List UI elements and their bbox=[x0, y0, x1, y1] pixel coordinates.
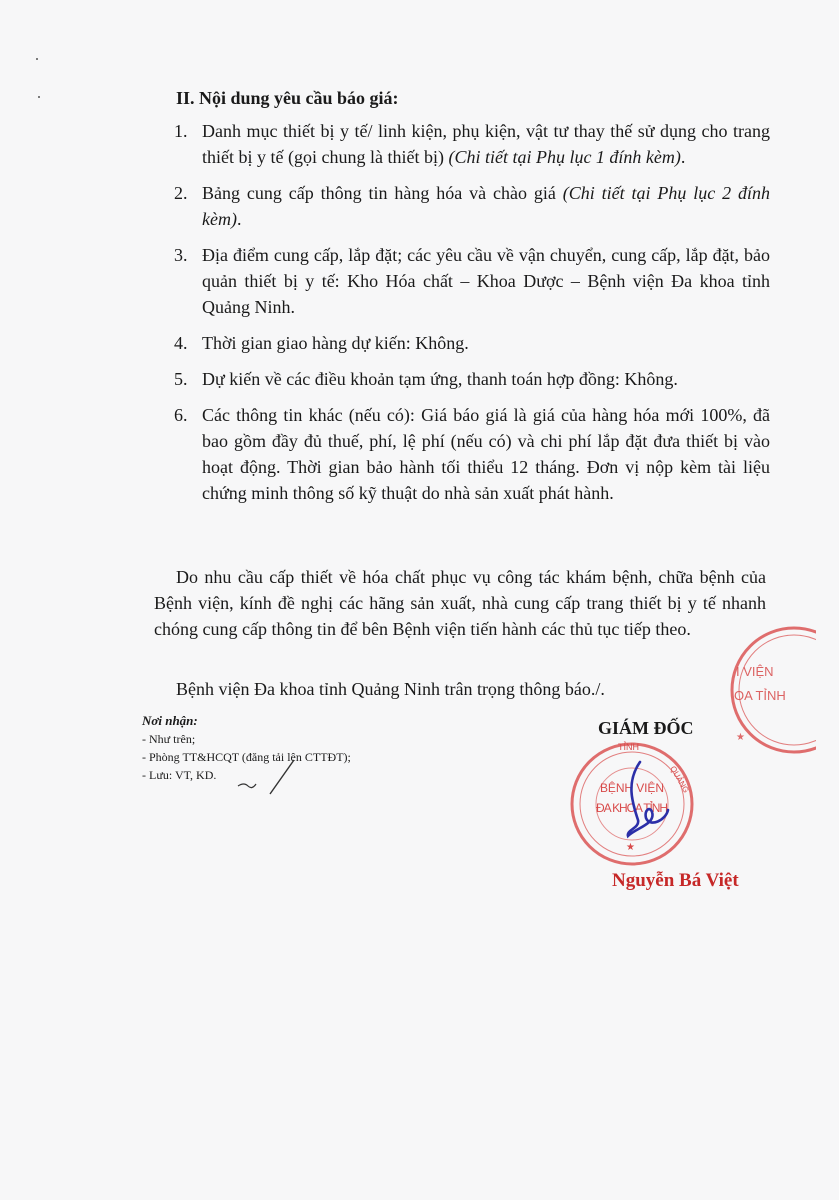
list-item bbox=[174, 330, 770, 356]
partial-stamp bbox=[716, 618, 816, 758]
item-text-end: . bbox=[680, 147, 686, 167]
item-text: Dự kiến về các điều khoản tạm ứng, thanh toán hợp đồng: Không. bbox=[202, 369, 678, 389]
item-number: 5. bbox=[174, 369, 188, 389]
initial-mark bbox=[234, 756, 304, 796]
item-number: 2. bbox=[174, 183, 188, 203]
recipients-label: Nơi nhận: bbox=[142, 713, 198, 728]
scan-speck bbox=[38, 96, 40, 98]
recipient-line: - Phòng TT&HCQT (đăng tải lên CTTĐT); bbox=[142, 750, 351, 764]
list-item bbox=[174, 242, 770, 320]
item-text-end: . bbox=[236, 209, 242, 229]
svg-text:I VIỆN: I VIỆN bbox=[736, 664, 774, 679]
item-italic-note: (Chi tiết tại Phụ lục 1 đính kèm) bbox=[448, 147, 681, 167]
item-number: 6. bbox=[174, 405, 188, 425]
list-item bbox=[174, 180, 770, 232]
requirements-list bbox=[174, 118, 770, 516]
svg-text:OA TỈNH: OA TỈNH bbox=[734, 688, 786, 703]
section-heading: II. Nội dung yêu cầu báo giá: bbox=[176, 88, 399, 108]
list-item bbox=[174, 402, 770, 506]
svg-text:QUẢNG: QUẢNG bbox=[668, 764, 691, 795]
list-item bbox=[174, 366, 770, 392]
item-text: Bảng cung cấp thông tin hàng hóa và chào giá bbox=[202, 183, 563, 203]
closing-paragraph: Do nhu cầu cấp thiết về hóa chất phục vụ công tác khám bệnh, chữa bệnh của Bệnh viện, kính đề nghị các hãng sản xuất, nhà cung cấp trang thiết bị y tế nhanh chóng cung cấp thông tin để bên Bệnh viện tiến hành các thủ tục tiếp theo. bbox=[154, 567, 766, 639]
scan-speck bbox=[36, 58, 38, 60]
recipient-line: - Lưu: VT, KD. bbox=[142, 768, 217, 782]
svg-text:★: ★ bbox=[736, 732, 745, 743]
svg-text:BỆNH VIỆN: BỆNH VIỆN bbox=[600, 781, 664, 795]
item-text: Các thông tin khác (nếu có): Giá báo giá là giá của hàng hóa mới 100%, đã bao gồm đầy đủ thuế, phí, lệ phí (nếu có) và chi phí lắp đặt đưa thiết bị vào hoạt động. Thời gian bảo hành tối thiểu 12 tháng. Đơn vị nộp kèm tài liệu chứng minh thông số kỹ thuật do nhà sản xuất phát hành. bbox=[202, 405, 770, 503]
official-seal bbox=[566, 732, 706, 872]
list-item bbox=[174, 118, 770, 170]
item-text: Thời gian giao hàng dự kiến: Không. bbox=[202, 333, 469, 353]
recipient-line: - Như trên; bbox=[142, 732, 196, 746]
item-number: 1. bbox=[174, 121, 188, 141]
item-text: Địa điểm cung cấp, lắp đặt; các yêu cầu về vận chuyển, cung cấp, lắp đặt, bảo quản thiết bị y tế: Kho Hóa chất – Khoa Dược – Bệnh viện Đa khoa tỉnh Quảng Ninh. bbox=[202, 245, 770, 317]
svg-text:★: ★ bbox=[626, 842, 635, 853]
director-title: GIÁM ĐỐC bbox=[598, 718, 694, 738]
item-number: 3. bbox=[174, 245, 188, 265]
closing-statement: Bệnh viện Đa khoa tỉnh Quảng Ninh trân trọng thông báo./. bbox=[176, 679, 605, 699]
svg-text:TỈNH: TỈNH bbox=[618, 742, 639, 752]
director-name: Nguyễn Bá Việt bbox=[612, 870, 739, 891]
item-italic-note: (Chi tiết tại Phụ lục 2 đính kèm) bbox=[202, 183, 771, 229]
item-text: Danh mục thiết bị y tế/ linh kiện, phụ kiện, vật tư thay thế sử dụng cho trang thiết bị y tế (gọi chung là thiết bị) bbox=[202, 121, 770, 167]
item-number: 4. bbox=[174, 333, 188, 353]
svg-text:ĐA KHOA TỈNH: ĐA KHOA TỈNH bbox=[596, 801, 668, 815]
